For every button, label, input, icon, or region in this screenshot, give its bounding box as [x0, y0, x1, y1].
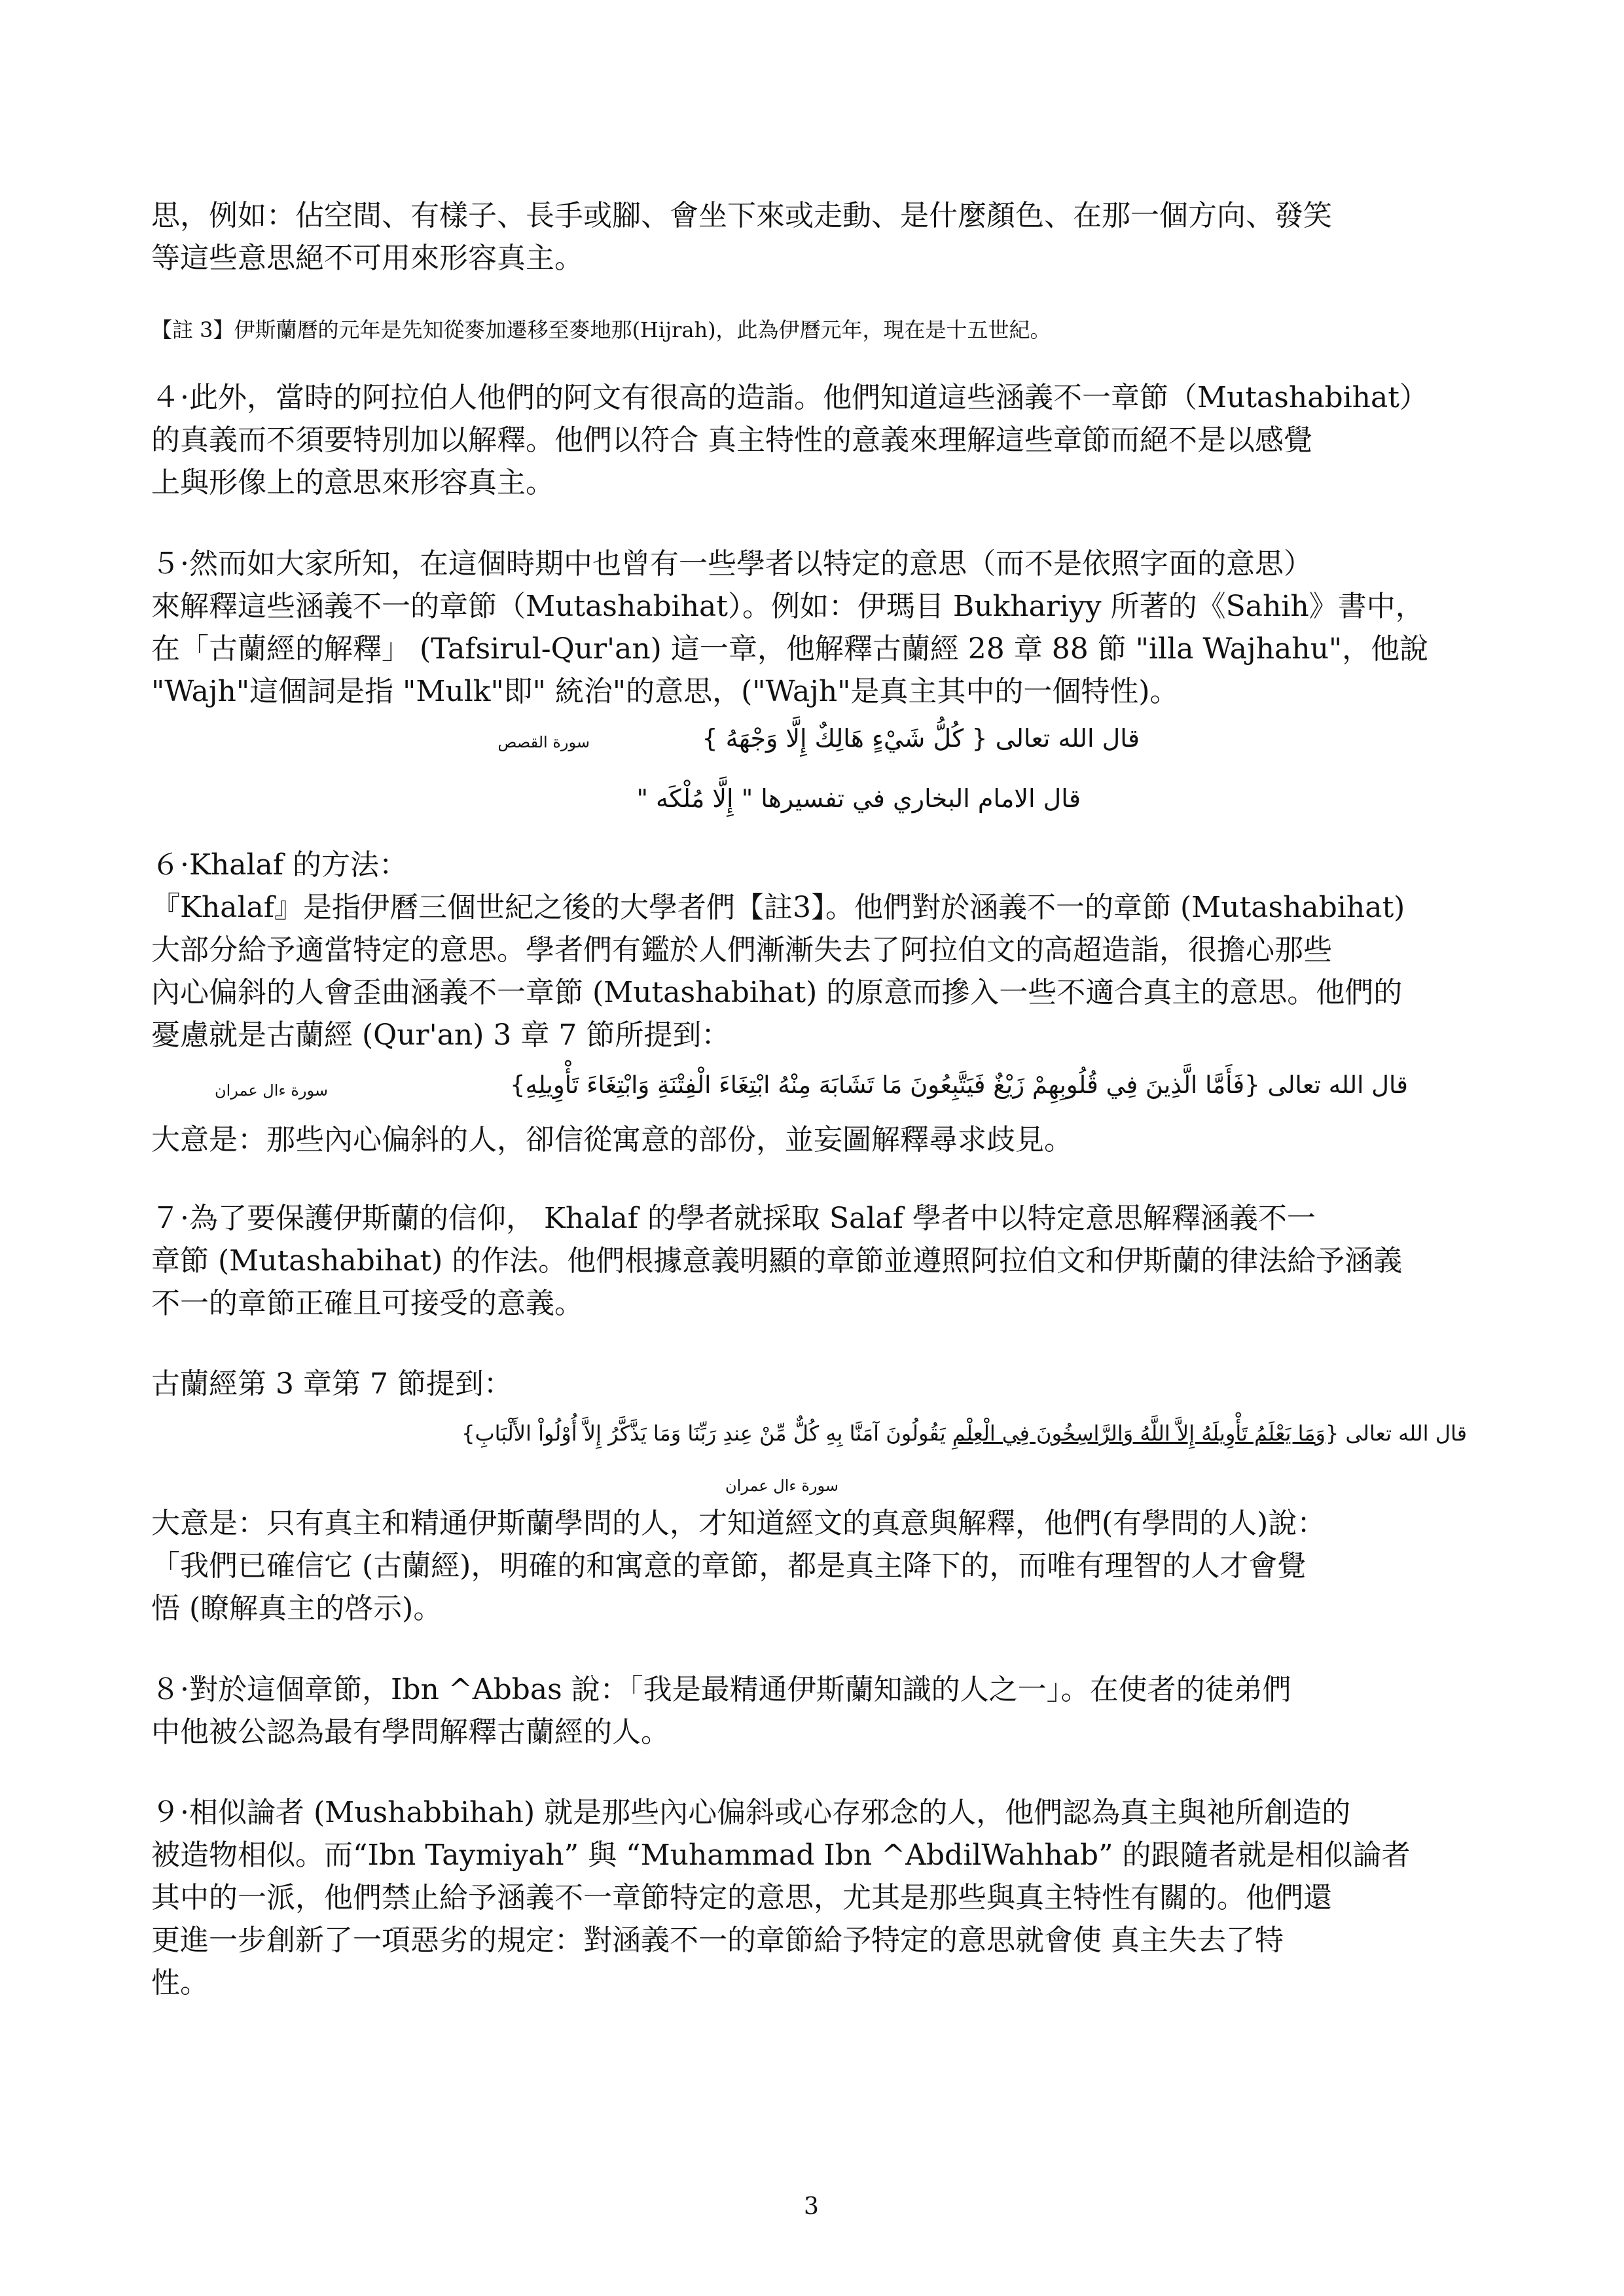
p6-meaning: 大意是：那些內心偏斜的人，卻信從寓意的部份，並妄圖解釋尋求歧見。 — [151, 1123, 1073, 1157]
intro-line-1: 思，例如：佔空間、有樣子、長手或腳、會坐下來或走動、是什麼顏色、在那一個方向、發笑 — [151, 199, 1332, 232]
arabic-bukhari-tafsir: قال الامام البخاري في تفسيرها " إِلَّا مُلْكَه " — [636, 784, 1081, 813]
p5-line-3: 在「古蘭經的解釋」 (Tafsirul-Qur'an) 這一章，他解釋古蘭經 28 章 88 節 "illa Wajhahu"，他說 — [151, 632, 1429, 666]
p9-line-4: 更進一步創新了一項惡劣的規定：對涵義不一的章節給予特定的意思就會使 真主失去了特 — [151, 1924, 1284, 1957]
page-number: 3 — [804, 2193, 819, 2220]
p8-line-1: ８·對於這個章節，Ibn ^Abbas 說：「我是最精通伊斯蘭知識的人之一」。在使者的徒弟們 — [151, 1673, 1291, 1706]
p9-line-2: 被造物相似。而“Ibn Taymiyah” 與 “Muhammad Ibn ^AbdilWahhab” 的跟隨者就是相似論者 — [151, 1839, 1411, 1872]
arabic-verse-qasas: قال الله تعالى { كُلُّ شَيْءٍ هَالِكٌ إِلَّا وَجْهَهُ } — [702, 724, 1140, 753]
p8-line-2: 中他被公認為最有學問解釋古蘭經的人。 — [151, 1715, 670, 1749]
arabic-verse-imran-7a: قال الله تعالى {فَأَمَّا الَّذِينَ فِي قُلُوبِهِمْ زَيْغٌ فَيَتَّبِعُونَ مَا تَشَابَهَ مِنْهُ ابْتِغَاءَ الْفِتْنَةِ وَابْتِغَاءَ تَأْوِيلِهِ} — [509, 1071, 1408, 1099]
p7b-line-1: 大意是：只有真主和精通伊斯蘭學問的人，才知道經文的真意與解釋，他們(有學問的人)說： — [151, 1507, 1326, 1540]
p5-line-4: "Wajh"這個詞是指 "Mulk"即" 統治"的意思，("Wajh"是真主其中的一個特性)。 — [151, 675, 1179, 708]
p4-line-2: 的真義而不須要特別加以解釋。他們以符合 真主特性的意義來理解這些章節而絕不是以感覺 — [151, 423, 1312, 457]
p6-line-3: 內心偏斜的人會歪曲涵義不一章節 (Mutashabihat) 的原意而摻入一些不適合真主的意思。他們的 — [151, 976, 1403, 1009]
p7b-heading: 古蘭經第 3 章第 7 節提到： — [151, 1367, 513, 1401]
p7-line-2: 章節 (Mutashabihat) 的作法。他們根據意義明顯的章節並遵照阿拉伯文和伊斯蘭的律法給予涵義 — [151, 1244, 1403, 1278]
surah-name-imran-2: سورة ءال عمران — [725, 1477, 839, 1495]
p4-line-1: ４·此外，當時的阿拉伯人他們的阿文有很高的造詣。他們知道這些涵義不一章節（Mutashabihat） — [151, 381, 1428, 414]
footnote-3: 【註 3】伊斯蘭曆的元年是先知從麥加遷移至麥地那(Hijrah)，此為伊曆元年，現在是十五世紀。 — [151, 317, 1051, 342]
arabic-rest: يَقُولُونَ آمَنَّا بِهِ كُلٌّ مِّنْ عِندِ رَبِّنَا وَمَا يَذَّكَّرُ إِلاَّ أُوْلُواْ الأَلْبَابِ} — [461, 1421, 952, 1446]
p6-line-1: 『Khalaf』是指伊曆三個世紀之後的大學者們【註3】。他們對於涵義不一的章節 (Mutashabihat) — [151, 891, 1405, 924]
surah-name-imran: سورة ءال عمران — [214, 1081, 328, 1100]
intro-line-2: 等這些意思絕不可用來形容真主。 — [151, 242, 583, 275]
p6-line-2: 大部分給予適當特定的意思。學者們有鑑於人們漸漸失去了阿拉伯文的高超造詣，很擔心那些 — [151, 933, 1332, 967]
p4-line-3: 上與形像上的意思來形容真主。 — [151, 466, 554, 499]
p7-line-1: ７·為了要保護伊斯蘭的信仰， Khalaf 的學者就採取 Salaf 學者中以特定意思解釋涵義不一 — [151, 1202, 1316, 1235]
p9-line-5: 性。 — [151, 1966, 209, 2000]
p5-line-2: 來解釋這些涵義不一的章節（Mutashabihat）。例如：伊瑪目 Bukhariyy 所著的《Sahih》書中， — [151, 590, 1424, 623]
p7b-line-2: 「我們已確信它 (古蘭經)，明確的和寓意的章節，都是真主降下的，而唯有理智的人才會覺 — [151, 1549, 1307, 1583]
p7-line-3: 不一的章節正確且可接受的意義。 — [151, 1287, 583, 1320]
arabic-underlined-phrase: وَمَا يَعْلَمُ تَأْوِيلَهُ إِلاَّ اللَّهُ وَالرَّاسِخُونَ فِي الْعِلْمِ — [952, 1421, 1326, 1446]
surah-name-qasas: سورة القصص — [497, 733, 590, 751]
arabic-lead: قال الله تعالى { — [1325, 1421, 1467, 1446]
p9-line-3: 其中的一派，他們禁止給予涵義不一章節特定的意思，尤其是那些與真主特性有關的。他們還 — [151, 1881, 1332, 1914]
p6-heading: ６·Khalaf 的方法： — [151, 848, 408, 882]
arabic-verse-imran-7b — [461, 1414, 1467, 1453]
p9-line-1: ９·相似論者 (Mushabbihah) 就是那些內心偏斜或心存邪念的人，他們認為真主與祂所創造的 — [151, 1796, 1351, 1829]
p6-line-4: 憂慮就是古蘭經 (Qur'an) 3 章 7 節所提到： — [151, 1018, 731, 1052]
p7b-line-3: 悟 (瞭解真主的啓示)。 — [151, 1592, 442, 1625]
p5-line-1: ５·然而如大家所知，在這個時期中也曾有一些學者以特定的意思（而不是依照字面的意思） — [151, 547, 1312, 581]
